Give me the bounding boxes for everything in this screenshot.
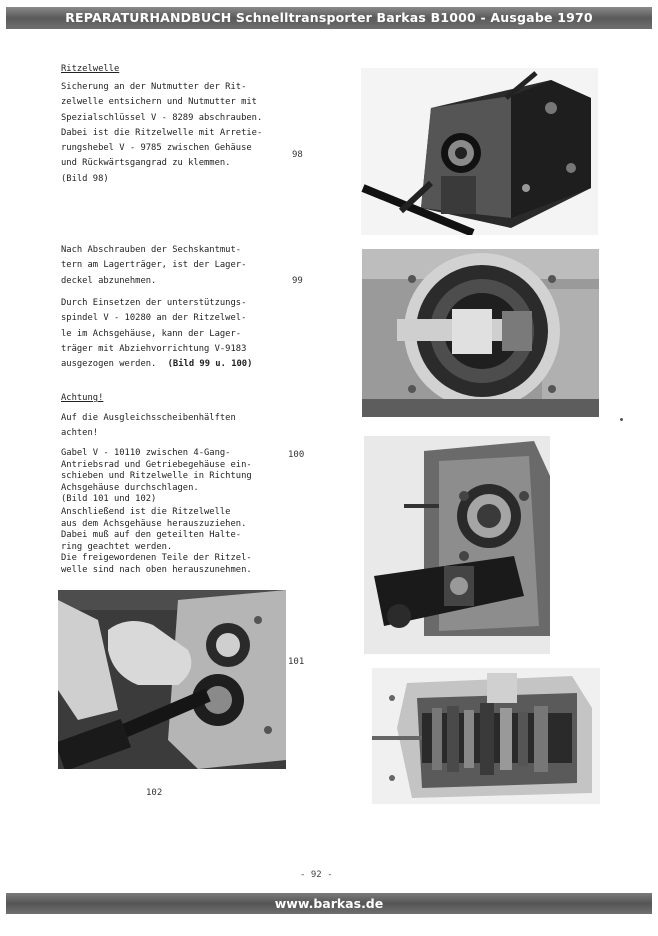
document-header: REPARATURHANDBUCH Schnelltransporter Barkas B1000 - Ausgabe 1970 bbox=[6, 7, 652, 29]
text-line: rungshebel V - 9785 zwischen Gehäuse bbox=[61, 143, 252, 154]
text-line: Spezialschlüssel V - 8289 abschrauben. bbox=[61, 112, 263, 123]
photo-bearing-housing bbox=[362, 249, 599, 417]
text-line: achten! bbox=[61, 428, 99, 439]
text-block-gabel bbox=[61, 448, 252, 506]
scan-speck bbox=[620, 418, 623, 421]
text-line: welle sind nach oben herauszunehmen. bbox=[61, 564, 252, 575]
photo-gear-shaft bbox=[372, 668, 600, 804]
text-line: (Bild 98) bbox=[61, 173, 109, 184]
text-line: (Bild 101 und 102) bbox=[61, 494, 157, 504]
text-line: Antriebsrad und Getriebegehäuse ein- bbox=[61, 459, 252, 470]
text-line: Die freigewordenen Teile der Ritzel- bbox=[61, 553, 252, 563]
figure-number-98: 98 bbox=[292, 150, 303, 160]
text-line: deckel abzunehmen. bbox=[61, 275, 157, 286]
text-line: Dabei muß auf den geteilten Halte- bbox=[61, 530, 242, 540]
photo-gearbox-spanner bbox=[361, 68, 598, 235]
text-line: zelwelle entsichern und Nutmutter mit bbox=[61, 97, 257, 108]
page-number: - 92 - bbox=[300, 870, 333, 880]
text-block-stuetzspindel bbox=[61, 296, 252, 372]
photo-puller-tool bbox=[364, 436, 550, 654]
text-line: ring geachtet werden. bbox=[61, 541, 173, 552]
text-line: spindel V - 10280 an der Ritzelwel- bbox=[61, 313, 247, 324]
text-line: aus dem Achsgehäuse herauszuziehen. bbox=[61, 518, 247, 529]
figure-number-100: 100 bbox=[288, 450, 305, 460]
text-line bbox=[61, 357, 252, 372]
text-block-lagerdeckel bbox=[61, 243, 246, 289]
section-heading-ritzelwelle: Ritzelwelle bbox=[61, 64, 120, 74]
figure-number-102: 102 bbox=[146, 788, 163, 798]
document-footer: www.barkas.de bbox=[6, 893, 652, 914]
text-line: Gabel V - 10110 zwischen 4-Gang- bbox=[61, 448, 231, 458]
text-line-part: ausgezogen werden. bbox=[61, 359, 157, 370]
text-line: Durch Einsetzen der unterstützungs- bbox=[61, 298, 247, 308]
text-line: Auf die Ausgleichsscheibenhälften bbox=[61, 413, 236, 423]
photo-hammer-housing bbox=[58, 590, 286, 769]
text-block-anschliessend bbox=[61, 507, 252, 576]
section-heading-achtung: Achtung! bbox=[61, 393, 104, 403]
text-line: le im Achsgehäuse, kann der Lager- bbox=[61, 328, 242, 339]
text-block-ritzelwelle bbox=[61, 80, 262, 187]
figure-number-99: 99 bbox=[292, 276, 303, 286]
text-line: Sicherung an der Nutmutter der Rit- bbox=[61, 82, 247, 92]
text-line: Dabei ist die Ritzelwelle mit Arretie- bbox=[61, 127, 263, 138]
text-line: tern am Lagerträger, ist der Lager- bbox=[61, 260, 247, 271]
text-block-achtung bbox=[61, 411, 236, 442]
figure-reference: (Bild 99 u. 100) bbox=[167, 359, 253, 370]
text-line: Achsgehäuse durchschlagen. bbox=[61, 482, 199, 493]
figure-number-101: 101 bbox=[288, 657, 305, 667]
text-line: schieben und Ritzelwelle in Richtung bbox=[61, 471, 252, 481]
text-line: und Rückwärtsgangrad zu klemmen. bbox=[61, 158, 231, 169]
text-line: Anschließend ist die Ritzelwelle bbox=[61, 507, 231, 517]
text-line: Nach Abschrauben der Sechskantmut- bbox=[61, 245, 242, 255]
text-line: träger mit Abziehvorrichtung V-9183 bbox=[61, 343, 247, 354]
